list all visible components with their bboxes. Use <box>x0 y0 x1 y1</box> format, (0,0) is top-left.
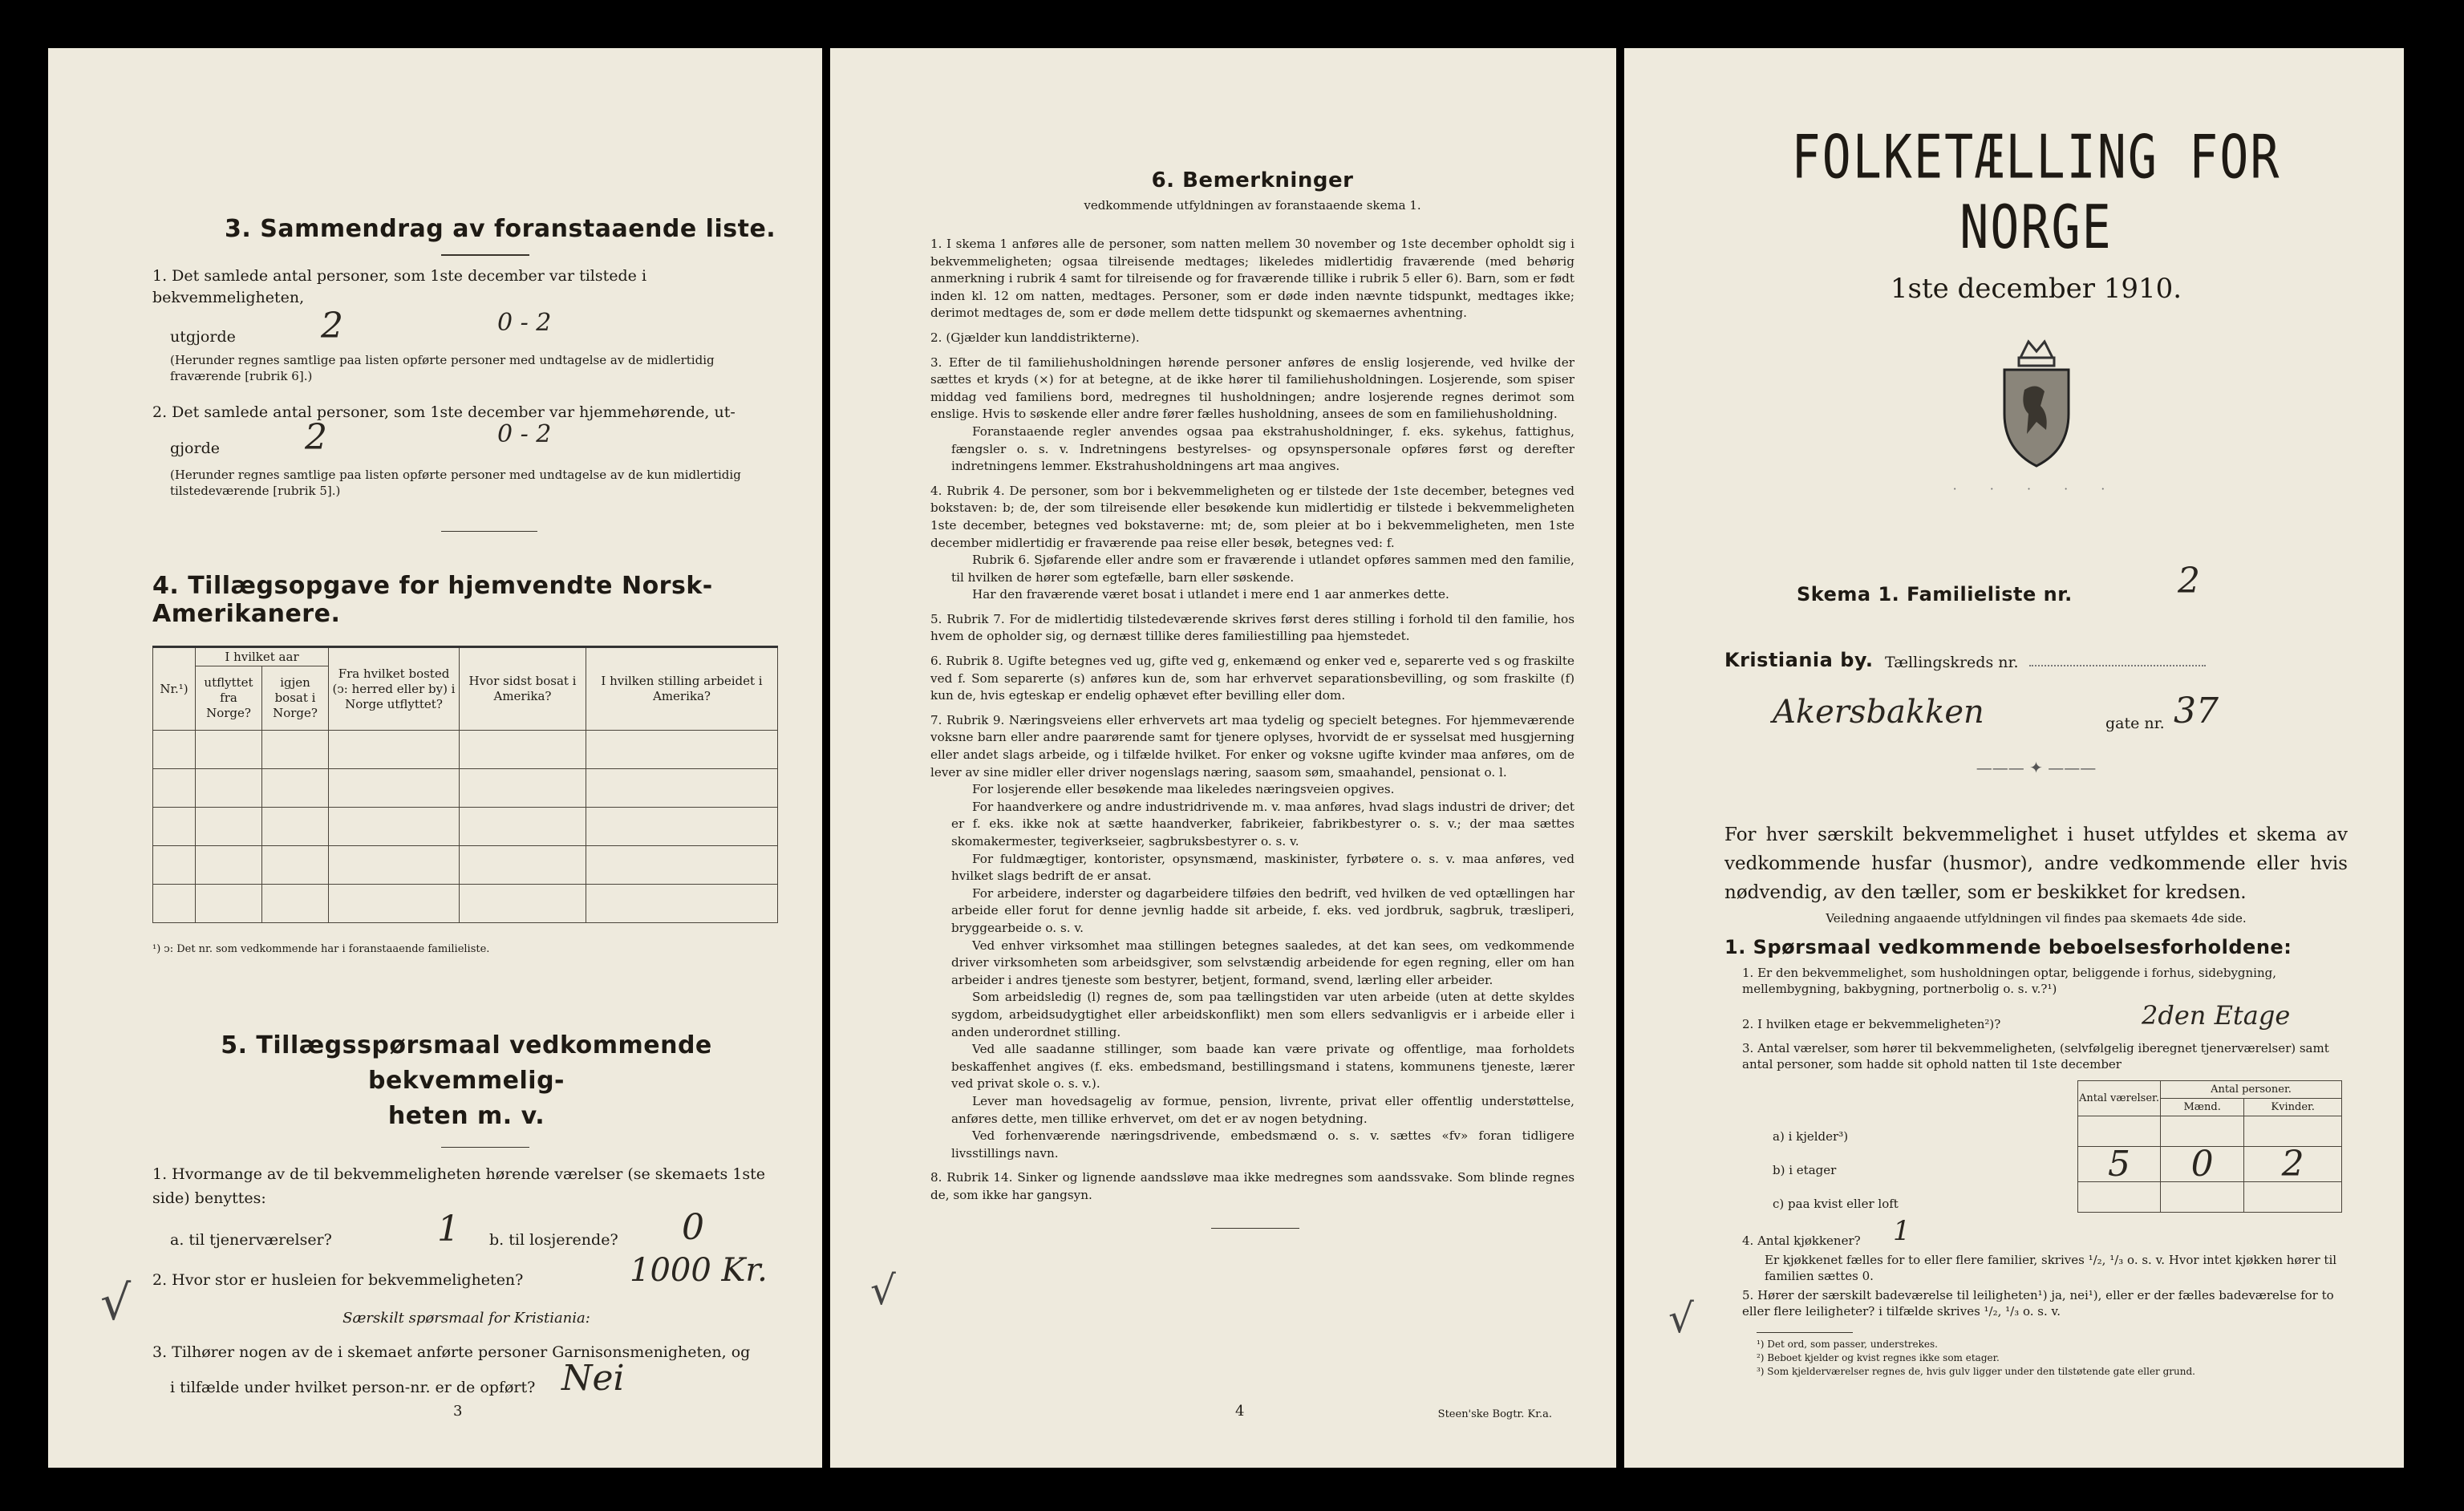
ornament: ——— ✦ ——— <box>1976 758 2097 777</box>
skema-label: Skema 1. Familieliste nr. <box>1797 583 2073 606</box>
gate-value: Akersbakken <box>1773 694 1984 731</box>
remark-item: 7. Rubrik 9. Næringsveiens eller erhvervets art maa tydelig og specielt betegnes. For hjemmeværende voksne barn eller andre paarørende samt for tjenere oplyses, hvorvidt de er sysselsat med husgjerning eller andet slags arbeide, og i tilfælde hvilket. For enker og voksne ugifte kvinder maa anføres, om de lever av sine midler eller driver nogenslags næring, saasom søm, smaahandel, pensionat o. l. <box>930 712 1574 780</box>
page-1 <box>1624 48 2404 1468</box>
divider <box>1211 1228 1299 1229</box>
table-row <box>2078 1147 2342 1182</box>
b-vaerelser: 5 <box>2078 1147 2161 1182</box>
room-table <box>2077 1080 2342 1213</box>
gate-label: gate nr. <box>2105 715 2165 732</box>
printer-mark: Steen'ske Bogtr. Kr.a. <box>1437 1408 1552 1420</box>
kreds-blank <box>2029 665 2206 666</box>
q5-1b-label: b. til losjerende? <box>489 1231 618 1249</box>
remark-item: Ved enhver virksomhet maa stillingen betegnes saaledes, at det kan sees, om vedkommende driver virksomheten som arbeidsgiver, som selvstændig arbeidende for egen regning, eller om han arbeider i andres tjeneste som bestyrer, betjent, formand, svend, lærling eller arbeider. <box>951 938 1574 987</box>
divider <box>1757 1332 1853 1333</box>
remark-item: 4. Rubrik 4. De personer, som bor i bekvemmeligheten og er tilstede der 1ste december, betegnes ved bokstaven: b; de, der som tilreisende eller besøkende kun midlertidig er tilstede i bekvemmeligheten 1ste december, betegnes ved bokstaverne: mt; de, som pleier at bo i bekvemmeligheten, men 1ste december midlertidig er fraværende paa reise eller besøk, betegnes ved: f. <box>930 483 1574 550</box>
section-3-title: 3. Sammendrag av foranstaaende liste. <box>225 215 776 243</box>
table-footnote: ¹) ↄ: Det nr. som vedkommende har i foranstaaende familieliste. <box>152 943 490 955</box>
remark-item: Rubrik 6. Sjøfarende eller andre som er fraværende i utlandet opføres sammen med den familie, til hvilken de hører som egtefælle, barn eller søskende. <box>951 553 1574 585</box>
norsk-amerikanere-table <box>152 646 778 923</box>
table-row <box>153 769 778 808</box>
q1-2-text: 2. I hvilken etage er bekvemmeligheten²)? <box>1742 1017 2001 1031</box>
familieliste-nr: 2 <box>2178 561 2200 602</box>
table-row <box>153 731 778 769</box>
divider <box>441 531 537 532</box>
form-title: FOLKETÆLLING FOR NORGE <box>1791 122 2281 263</box>
col-kvinder: Kvinder. <box>2244 1099 2342 1116</box>
section-5-title-line2: heten m. v. <box>387 1102 545 1130</box>
divider <box>441 254 529 256</box>
remark-item: For arbeidere, inderster og dagarbeidere tilføies den bedrift, ved hvilken de ved optællingen har arbeide eller forut for denne jevnlig hadde sit arbeide, f. eks. ved jordbruk, sagbruk, træsliperi, bryggearbeide o. s. v. <box>951 885 1574 935</box>
page-3 <box>48 48 822 1468</box>
checkmark-icon: √ <box>1668 1295 1694 1342</box>
intro-text: For hver særskilt bekvemmelighet i huset utfyldes et skema av vedkommende husfar (husmor), andre vedkommende eller hvis nødvendig, av den tæller, som er beskikket for kredsen. <box>1724 824 2348 903</box>
checkmark-icon: √ <box>100 1275 132 1331</box>
row-kvist: c) paa kvist eller loft <box>1773 1197 1899 1211</box>
q1-1-text: 1. Er den bekvemmelighet, som husholdningen optar, beliggende i forhus, sidebygning, mellembygning, bakbygning, portnerbolig o. s. v.?¹) <box>1742 966 2277 996</box>
remarks-subtitle: vedkommende utfyldningen av foranstaaende skema 1. <box>1084 198 1421 213</box>
col-personer: Antal personer. <box>2161 1081 2342 1099</box>
table-row <box>2078 1182 2342 1213</box>
remark-item: Lever man hovedsagelig av formue, pension, livrente, privat eller offentlig understøttelse, anføres dette, men tillike erhvervet, om det er av nogen betydning. <box>951 1093 1574 1126</box>
q5-3-value: Nei <box>561 1358 625 1399</box>
q1-value: 2 <box>321 306 343 346</box>
footnote-2: ²) Beboet kjelder og kvist regnes ikke som etager. <box>1757 1352 2000 1363</box>
kreds-label: Tællingskreds nr. <box>1885 654 2019 671</box>
col-nr: Nr.¹) <box>153 647 196 731</box>
remarks-title: 6. Bemerkninger <box>1151 168 1354 192</box>
table-row <box>2078 1116 2342 1147</box>
q2-value: 2 <box>305 417 327 458</box>
section-4-title: 4. Tillægsopgave for hjemvendte Norsk-Amerikanere. <box>152 572 713 628</box>
q1-utgjorde: utgjorde <box>170 328 236 346</box>
remark-item: Foranstaaende regler anvendes ogsaa paa ekstrahusholdninger, f. eks. sykehus, fattighus, fængsler o. s. v. Indretningens bestyrelses- og opsynspersonale opføres først og derefter indretningens lemmer. Ekstrahusholdningens art maa angives. <box>951 423 1574 474</box>
remark-item: 5. Rubrik 7. For de midlertidig tilstedeværende skrives først deres stilling i forhold til den familie, hos hvem de opholder sig, og dernæst tillike deres familiestilling paa hjemstedet. <box>930 611 1574 644</box>
section-5-title-line1: 5. Tillægsspørsmaal vedkommende bekvemmelig- <box>221 1031 712 1095</box>
ornament: · · · · · <box>1952 481 2120 496</box>
col-utflyttet: utflyttet fra Norge? <box>196 666 262 731</box>
veiledning-text: Veiledning angaaende utfyldningen vil findes paa skemaets 4de side. <box>1826 911 2247 926</box>
remark-item: Ved forhenværende næringsdrivende, embedsmænd o. s. v. sættes «fv» foran tidligere livsstillings navn. <box>951 1128 1574 1161</box>
q2-text: 2. Det samlede antal personer, som 1ste december var hjemmehørende, ut- <box>152 403 736 421</box>
kristiania-heading: Særskilt spørsmaal for Kristiania: <box>342 1310 590 1327</box>
q2-note: (Herunder regnes samtlige paa listen opførte personer med undtagelse av de kun midlertidig tilstedeværende [rubrik 5].) <box>170 468 741 498</box>
col-maend: Mænd. <box>2161 1099 2244 1116</box>
remark-item: 2. (Gjælder kun landdistrikterne). <box>930 330 1140 345</box>
gate-nr: 37 <box>2174 691 2219 731</box>
col-group-aar: I hvilket aar <box>196 647 329 666</box>
q2-gjorde: gjorde <box>170 440 220 457</box>
checkmark-icon: √ <box>870 1267 896 1314</box>
q1-3-text: 3. Antal værelser, som hører til bekvemmeligheten, (selvfølgelig iberegnet tjenerværelser) samt antal personer, som hadde sit ophold natten til 1ste december <box>1742 1041 2329 1071</box>
q1-5-text: 5. Hører der særskilt badeværelse til leiligheten¹) ja, nei¹), eller er der fælles badeværelse for to eller flere leiligheter? i tilfælde skrives ¹/₂, ¹/₃ o. s. v. <box>1742 1288 2334 1319</box>
q5-1a-value: 1 <box>437 1209 460 1250</box>
footnote-3: ³) Som kjelderværelser regnes de, hvis gulv ligger under den tilstøtende gate eller grund. <box>1757 1366 2195 1377</box>
q5-3-text: 3. Tilhører nogen av de i skemaet anførte personer Garnisonsmenigheten, og <box>152 1343 751 1361</box>
q5-2-text: 2. Hvor stor er husleien for bekvemmeligheten? <box>152 1271 524 1289</box>
b-maend: 0 <box>2161 1147 2244 1182</box>
col-hvor-sidst: Hvor sidst bosat i Amerika? <box>460 647 586 731</box>
q5-2-value: 1000 Kr. <box>630 1252 768 1289</box>
q2-split: 0 - 2 <box>497 420 552 448</box>
etage-value: 2den Etage <box>2142 1000 2291 1031</box>
q5-3b-text: i tilfælde under hvilket person-nr. er de opført? <box>170 1379 536 1396</box>
remark-item: 6. Rubrik 8. Ugifte betegnes ved ug, gifte ved g, enkemænd og enker ved e, separerte ved s og fraskilte ved f. Som separerte (s) anføres kun de, som har erhvervet separationsbevilling, og som fraskilte (f) kun de, hvis egteskap er endelig ophævet efter bevilling eller dom. <box>930 654 1574 703</box>
remarks-list <box>930 236 1574 1204</box>
row-etager: b) i etager <box>1773 1163 1837 1177</box>
remark-item: Ved alle saadanne stillinger, som baade kan være private og offentlige, maa forholdets beskaffenhet angives (f. eks. embedsmand, bestillingsmand i statens, kommunens tjeneste, lærer ved privat skole o. s. v.). <box>951 1042 1574 1092</box>
footnote-1: ¹) Det ord, som passer, understrekes. <box>1757 1339 1938 1350</box>
remark-item: For losjerende eller besøkende maa likeledes næringsveien opgives. <box>972 782 1395 797</box>
remark-item: For haandverkere og andre industridrivende m. v. maa anføres, hvad slags industri de driver; det er f. eks. ikke nok at sætte haandverker, fabrikeier, fabrikbestyrer o. s. v.; der maa sættes skomakermester, tegiverkseier, sagbruksbestyrer o. s. v. <box>951 799 1574 849</box>
section-5-title <box>152 1028 780 1134</box>
page-number: 3 <box>453 1403 463 1420</box>
col-vaerelser: Antal værelser. <box>2078 1081 2161 1116</box>
b-kvinder: 2 <box>2244 1147 2342 1182</box>
q1-4-text: 4. Antal kjøkkener? <box>1742 1234 1861 1248</box>
row-kjelder: a) i kjelder³) <box>1773 1129 1849 1144</box>
q5-1a-label: a. til tjenerværelser? <box>170 1231 332 1249</box>
q1-heading: 1. Spørsmaal vedkommende beboelsesforholdene: <box>1724 936 2292 958</box>
kjokken-value: 1 <box>1893 1215 1911 1247</box>
col-igjen: igjen bosat i Norge? <box>262 666 329 731</box>
col-stilling: I hvilken stilling arbeidet i Amerika? <box>586 647 778 731</box>
form-date: 1ste december 1910. <box>1890 273 2182 305</box>
q5-1-text: 1. Hvormange av de til bekvemmeligheten hørende værelser (se skemaets 1ste side) benyttes: <box>152 1165 766 1207</box>
remark-item: 3. Efter de til familiehusholdningen hørende personer anføres de enslig losjerende, ved hvilke der sættes et kryds (×) for at betegne, at de ikke hører til familiehusholdningen. Losjerende, som spiser middag ved familiens bord, medregnes til husholdningen; andre losjerende regnes derimot som enslige. Hvis to søskende eller andre fører fælles husholdning, ansees de som en familiehusholdning. <box>930 354 1574 422</box>
remark-item: Som arbeidsledig (l) regnes de, som paa tællingstiden var uten arbeide (uten at dette skyldes sygdom, arbeidsudygtighet eller arbeidskonflikt) men som ellers sedvanligvis er i arbeide eller i anden underordnet stilling. <box>951 990 1574 1039</box>
page-number: 4 <box>1235 1403 1245 1420</box>
q1-note: (Herunder regnes samtlige paa listen opførte personer med undtagelse av de midlertidig fraværende [rubrik 6].) <box>170 353 715 383</box>
q1-text: 1. Det samlede antal personer, som 1ste december var tilstede i bekvemmeligheten, <box>152 267 647 306</box>
col-fra-bosted: Fra hvilket bosted (ↄ: herred eller by) i Norge utflyttet? <box>329 647 460 731</box>
table-row <box>153 885 778 923</box>
q1-4b-text: Er kjøkkenet fælles for to eller flere familier, skrives ¹/₂, ¹/₃ o. s. v. Hvor intet kjøkken hører til familien sættes 0. <box>1765 1253 2337 1283</box>
remark-item: For fuldmægtiger, kontorister, opsynsmænd, maskinister, fyrbøtere o. s. v. maa anføres, ved hvilket slags bedrift de er ansat. <box>951 851 1574 884</box>
q5-1b-value: 0 <box>682 1207 704 1248</box>
by-label: Kristiania by. <box>1724 649 1874 671</box>
remark-item: Har den fraværende været bosat i utlandet i mere end 1 aar anmerkes dette. <box>972 587 1449 602</box>
page-4 <box>830 48 1616 1468</box>
remark-item: 1. I skema 1 anføres alle de personer, som natten mellem 30 november og 1ste december opholdt sig i bekvemmeligheten; ogsaa tilreisende medtages; likeledes midlertidig fraværende (med behørig anmerkning i rubrik 4 samt for tilreisende og for fraværende tillike i rubrik 5 eller 6). Barn, som er født inden kl. 12 om natten, medtages. Personer, som er døde inden nævnte tidspunkt, medtages ikke; derimot medtages de, som er døde mellem dette tidspunkt og skemaernes avhentning. <box>930 237 1574 321</box>
table-row <box>153 808 778 846</box>
remark-item: 8. Rubrik 14. Sinker og lignende aandssløve maa ikke medregnes som aandssvake. Som blinde regnes de, som ikke har gangsyn. <box>930 1170 1574 1202</box>
q1-split: 0 - 2 <box>497 309 552 337</box>
table-row <box>153 846 778 885</box>
divider <box>441 1147 529 1148</box>
coat-of-arms-icon <box>1988 334 2085 470</box>
